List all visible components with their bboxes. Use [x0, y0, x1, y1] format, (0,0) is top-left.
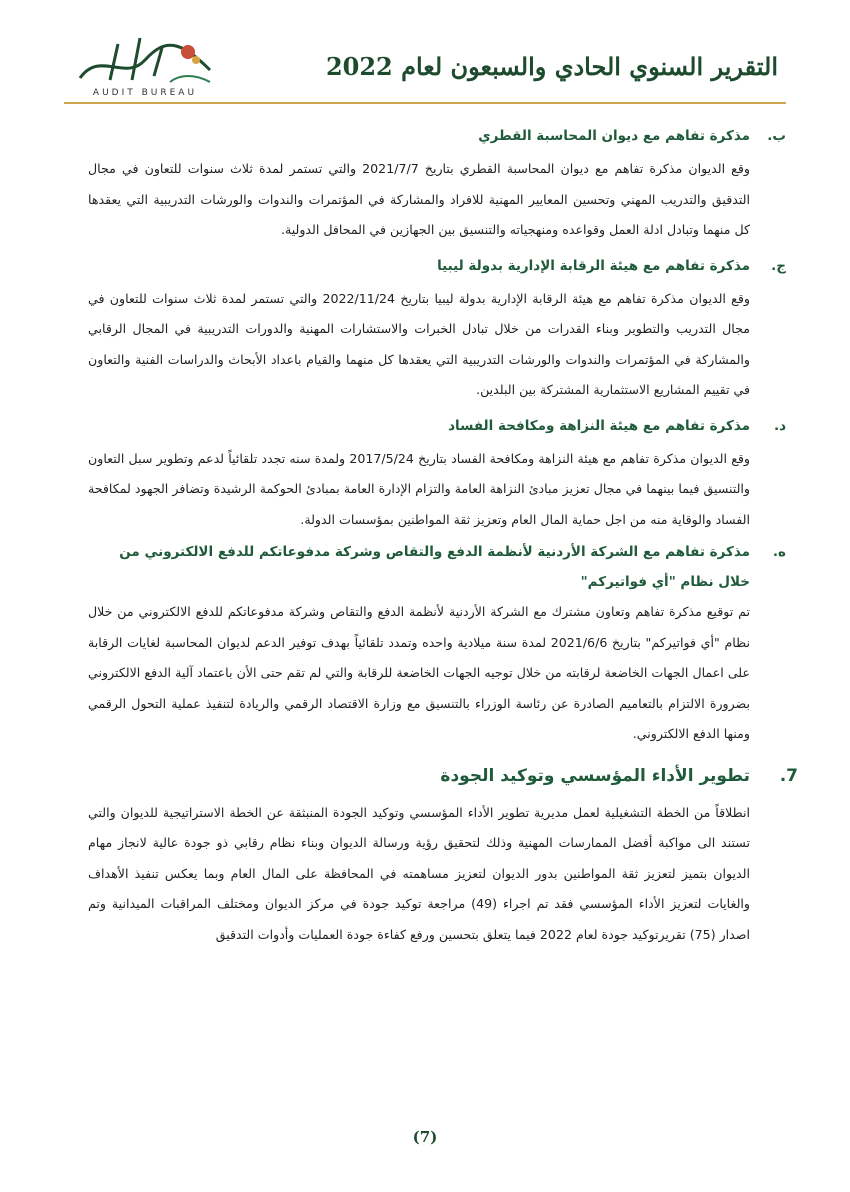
- section-letter: ج.: [771, 257, 786, 274]
- section-libya-mou: [88, 248, 786, 406]
- section-body: وقع الديوان مذكرة تفاهم مع ديوان المحاسبة القطري بتاريخ 2021/7/7 والتي تستمر لمدة ثلاث سنوات للتعاون في مجال التدقيق والتدريب المهني وتحسين المعايير المهنية للافراد والمشاركة في المؤتمرات والندوات والورشات التدريبية التي يعقدها كل منهما وتبادل ادلة العمل وقواعده ومنهجياته والتنسيق بين الجهازين في المحافل الدولية.: [88, 161, 750, 237]
- section-title: مذكرة تفاهم مع الشركة الأردنية لأنظمة الدفع والتقاص وشركة مدفوعاتكم للدفع الالكتروني من خلال نظام "أي فواتيركم": [119, 544, 750, 590]
- section-body: تم توقيع مذكرة تفاهم وتعاون مشترك مع الشركة الأردنية لأنظمة الدفع والتقاص وشركة مدفوعاتكم للدفع الالكتروني من خلال نظام "أي فواتيركم" بتاريخ 2021/6/6 لمدة سنة ميلادية واحده وتمدد تلقائياً بهدف توفير الدعم لديوان المحاسبة لغايات الرقابة على اعمال الجهات الخاضعة لرقابته من خلال توجيه الجهات الخاضعة للرقابة والتي لم تقم حتى الأن باعتماد آلية الدفع الالكتروني بضرورة الالتزام بالتعاميم الصادرة عن رئاسة الوزراء بالتنسيق مع وزارة الاقتصاد الرقمي والريادة لتنفيذ عملية التحول الرقمي ومنها الدفع الالكتروني.: [88, 604, 750, 741]
- section-integrity-mou: [88, 408, 786, 536]
- section-title: مذكرة تفاهم مع هيئة الرقابة الإدارية بدولة ليبيا: [437, 257, 750, 274]
- section-letter: د.: [773, 417, 786, 434]
- section-performance-quality: [88, 754, 798, 951]
- logo-calligraphy-icon: [70, 30, 220, 90]
- section-payments-mou: [88, 537, 786, 750]
- page-content: [88, 118, 798, 952]
- section-heading: [88, 408, 786, 444]
- section-number: 7.: [779, 765, 798, 786]
- section-title: مذكرة تفاهم مع هيئة النزاهة ومكافحة الفساد: [448, 417, 750, 434]
- report-title: التقرير السنوي الحادي والسبعون لعام 2022: [325, 52, 778, 81]
- page-header: [0, 0, 850, 118]
- logo-text: AUDIT BUREAU: [92, 88, 198, 98]
- header-divider: [64, 102, 786, 104]
- section-body: انطلاقاً من الخطة التشغيلية لعمل مديرية تطوير الأداء المؤسسي وتوكيد الجودة المنبثقة عن الخطة الاستراتيجية للديوان والتي تستند الى مواكبة أفضل الممارسات المهنية وذلك لتحقيق رؤية ورسالة الديوان وبناء نظام رقابي ذو جودة عالية لانجاز مهام الديوان بتميز لتعزيز ثقة المواطنين بدور الديوان لتعزيز مساهمته في المحافظة على المال العام وبما يعكس تنفيذ الأهداف والغايات لتعزيز الأداء المؤسسي فقد تم اجراء (49) مراجعة توكيد جودة في مركز الديوان ومختلف المراقبات الميدانية وتم اصدار (75) تقريرتوكيد جودة لعام 2022 فيما يتعلق بتحسين ورفع كفاءة جودة العمليات وأدوات التدقيق: [88, 804, 750, 942]
- section-qatar-mou: [88, 118, 786, 246]
- section-body: وقع الديوان مذكرة تفاهم مع هيئة الرقابة الإدارية بدولة ليبيا بتاريخ 2022/11/24 والتي تستمر لمدة ثلاث سنوات للتعاون في مجال التدريب والتطوير وبناء القدرات من خلال تبادل الخبرات والاستشارات المهنية والدورات التدريبية في المجال الرقابي والمشاركة في المؤتمرات والندوات والورشات التدريبية التي يعقدها كل منهما والقيام باعداد الأبحاث والدراسات الفنية والتعاون في تقييم المشاريع الاستثمارية المشتركة بين البلدين.: [88, 290, 750, 397]
- section-heading: [88, 754, 798, 798]
- audit-bureau-logo: [70, 30, 220, 102]
- section-letter: ه.: [772, 544, 786, 560]
- section-title: مذكرة تفاهم مع ديوان المحاسبة القطري: [478, 128, 750, 144]
- section-heading: [88, 248, 786, 284]
- section-heading: [88, 537, 786, 597]
- section-letter: ب.: [767, 128, 786, 144]
- page-number: (7): [412, 1128, 438, 1146]
- section-title: تطوير الأداء المؤسسي وتوكيد الجودة: [440, 765, 750, 786]
- section-body: وقع الديوان مذكرة تفاهم مع هيئة النزاهة ومكافحة الفساد بتاريخ 2017/5/24 ولمدة سنه تجدد تلقائياً لدعم وتطوير سبل التعاون والتنسيق فيما بينهما في مجال تعزيز مبادئ النزاهة العامة والتزام الإدارة العامة بمبادئ الحوكمة الرشيدة وتضافر الجهود لمكافحة الفساد والوقاية منه من اجل حماية المال العام وتعزيز ثقة المواطنين بمؤسسات الدولة.: [88, 450, 750, 527]
- section-heading: [88, 118, 786, 154]
